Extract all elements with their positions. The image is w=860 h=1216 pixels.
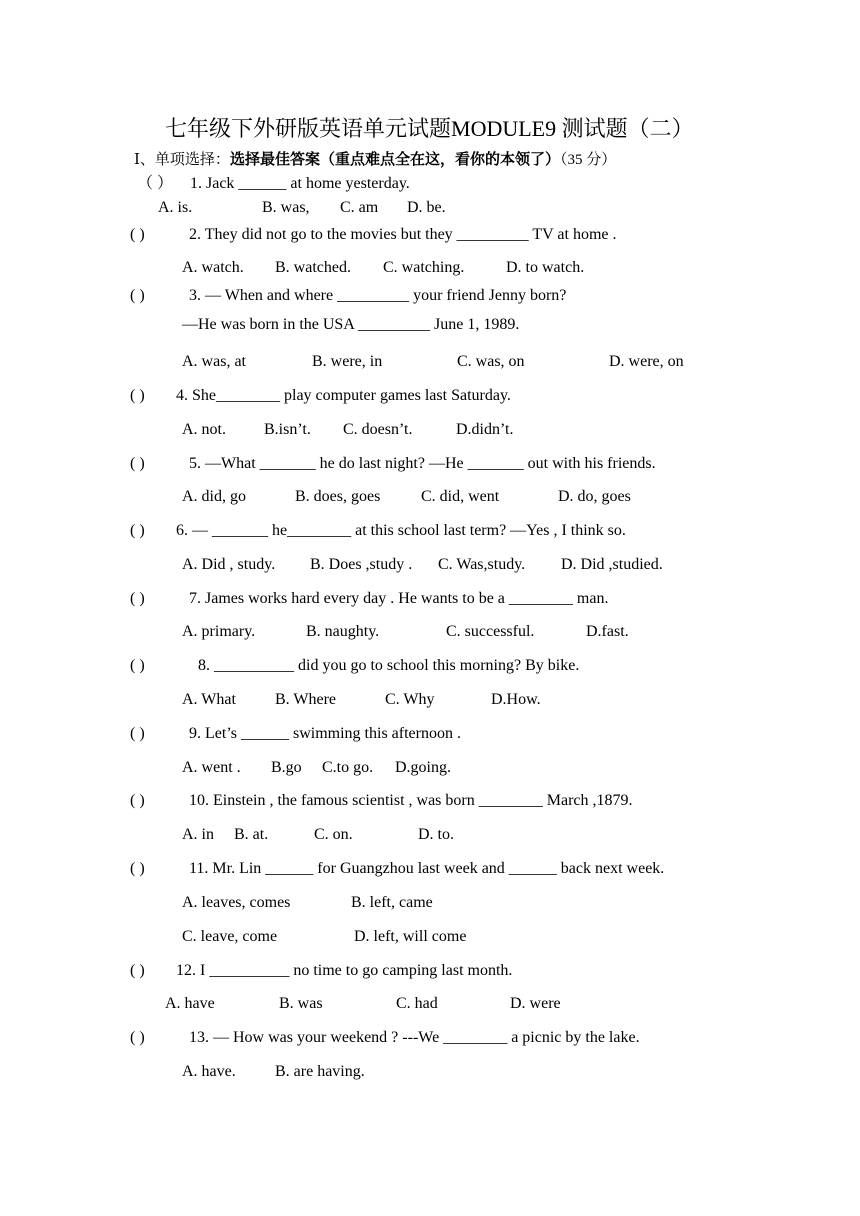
- option-b: B. does, goes: [295, 488, 381, 505]
- option-d: D.How.: [491, 691, 541, 708]
- page-title: 七年级下外研版英语单元试题MODULE9 测试题（二）: [165, 116, 694, 141]
- option-b: B.go: [271, 759, 302, 776]
- option-d: D.fast.: [586, 623, 629, 640]
- option-c: C. Was,study.: [438, 556, 526, 573]
- option-c: C. Why: [385, 691, 435, 708]
- option-b: B. at.: [234, 826, 269, 843]
- option-d: D. to.: [418, 826, 454, 843]
- option-b: B. naughty.: [306, 623, 380, 640]
- question-text: 8. __________ did you go to school this morning? By bike.: [198, 657, 580, 674]
- option-b: B. are having.: [275, 1063, 365, 1080]
- option-d: D. Did ,studied.: [561, 556, 663, 573]
- option-a: A. have: [165, 995, 215, 1012]
- option-d: D. were, on: [609, 353, 684, 370]
- answer-bracket[interactable]: ( ): [130, 455, 145, 472]
- option-b: B. watched.: [275, 259, 351, 276]
- answer-bracket[interactable]: ( ): [130, 387, 145, 404]
- option-c: C. am: [340, 199, 379, 216]
- option-b: B. Does ,study .: [310, 556, 413, 573]
- section-label: Ⅰ、单项选择：: [134, 152, 230, 168]
- question-text: 5. —What _______ he do last night? —He _______ out with his friends.: [189, 455, 656, 472]
- answer-bracket[interactable]: ( ): [130, 522, 145, 539]
- question-text: 11. Mr. Lin ______ for Guangzhou last week and ______ back next week.: [189, 860, 665, 877]
- option-a: A. have.: [182, 1063, 236, 1080]
- question-text: 10. Einstein , the famous scientist , was born ________ March ,1879.: [189, 792, 633, 809]
- option-d: D. be.: [407, 199, 446, 216]
- option-a: A. went .: [182, 759, 241, 776]
- option-d: D. do, goes: [558, 488, 631, 505]
- section-instruction: 选择最佳答案（重点难点全在这，看你的本领了）: [229, 152, 560, 168]
- question-text-2: —He was born in the USA _________ June 1, 1989.: [182, 316, 520, 333]
- option-c: C. leave, come: [182, 928, 278, 945]
- option-d: D. to watch.: [506, 259, 585, 276]
- answer-bracket[interactable]: ( ): [130, 725, 145, 742]
- option-c: C. did, went: [421, 488, 500, 505]
- answer-bracket[interactable]: ( ): [130, 962, 145, 979]
- option-c: C. on.: [314, 826, 353, 843]
- question-text: 6. — _______ he________ at this school last term? —Yes , I think so.: [176, 522, 626, 539]
- answer-bracket[interactable]: ( ): [130, 792, 145, 809]
- answer-bracket[interactable]: ( ): [130, 657, 145, 674]
- question-text: 2. They did not go to the movies but they _________ TV at home .: [189, 226, 617, 243]
- answer-bracket[interactable]: ( ): [130, 860, 145, 877]
- answer-bracket[interactable]: ( ): [130, 590, 145, 607]
- option-a: A. primary.: [182, 623, 256, 640]
- option-a: A. was, at: [182, 353, 246, 370]
- option-c: C. watching.: [383, 259, 465, 276]
- question-text: 1. Jack ______ at home yesterday.: [190, 175, 410, 192]
- option-d: D.going.: [395, 759, 451, 776]
- question-text: 4. She________ play computer games last Saturday.: [176, 387, 511, 404]
- question-text: 9. Let’s ______ swimming this afternoon .: [189, 725, 461, 742]
- answer-bracket[interactable]: ( ): [130, 1029, 145, 1046]
- option-a: A. What: [182, 691, 236, 708]
- option-b: B. was: [279, 995, 323, 1012]
- answer-bracket[interactable]: ( ): [130, 287, 145, 304]
- question-text: 3. — When and where _________ your friend Jenny born?: [189, 287, 567, 304]
- option-c: C.to go.: [322, 759, 374, 776]
- option-a: A. in: [182, 826, 214, 843]
- option-d: D. left, will come: [354, 928, 467, 945]
- option-a: A. watch.: [182, 259, 244, 276]
- question-text: 13. — How was your weekend ? ---We ________ a picnic by the lake.: [189, 1029, 640, 1046]
- question-text: 7. James works hard every day . He wants to be a ________ man.: [189, 590, 609, 607]
- option-b: B.isn’t.: [264, 421, 311, 438]
- option-b: B. Where: [275, 691, 337, 708]
- option-a: A. did, go: [182, 488, 246, 505]
- section-heading: [134, 150, 616, 170]
- option-d: D.didn’t.: [456, 421, 514, 438]
- question-text: 12. I __________ no time to go camping last month.: [176, 962, 513, 979]
- option-b: B. were, in: [312, 353, 383, 370]
- option-a: A. not.: [182, 421, 226, 438]
- option-c: C. successful.: [446, 623, 535, 640]
- answer-bracket[interactable]: ( ): [130, 226, 145, 243]
- option-a: A. is.: [158, 199, 193, 216]
- option-d: D. were: [510, 995, 561, 1012]
- option-c: C. doesn’t.: [343, 421, 413, 438]
- option-a: A. leaves, comes: [182, 894, 291, 911]
- answer-bracket[interactable]: （ ）: [137, 175, 174, 192]
- option-b: B. was,: [262, 199, 310, 216]
- option-a: A. Did , study.: [182, 556, 276, 573]
- section-points: （35 分）: [559, 152, 617, 168]
- option-c: C. had: [396, 995, 438, 1012]
- option-b: B. left, came: [351, 894, 433, 911]
- option-c: C. was, on: [457, 353, 525, 370]
